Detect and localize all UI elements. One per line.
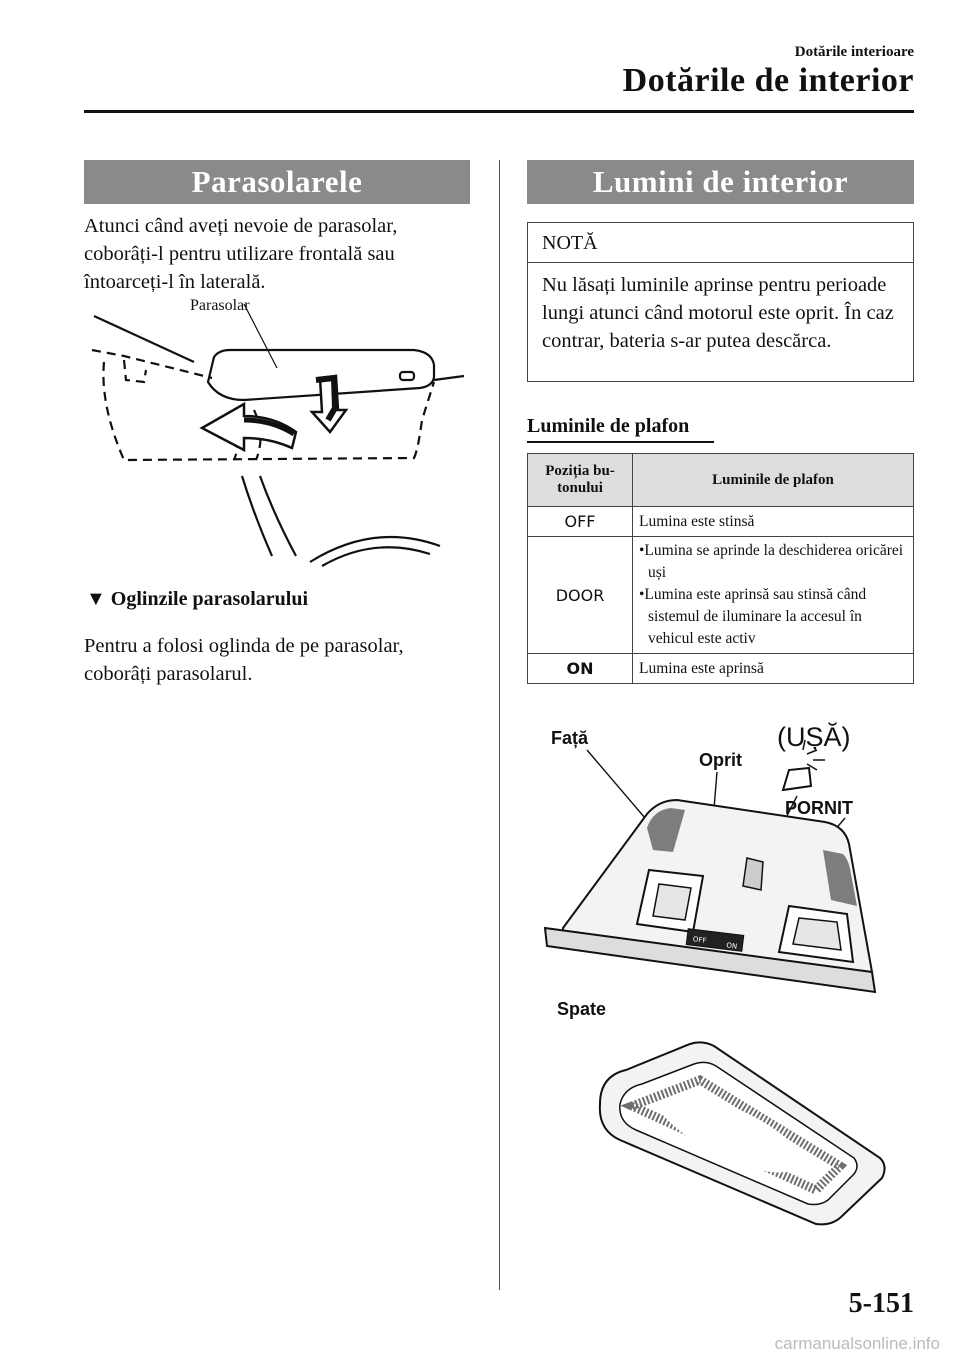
switch-on-label: ON bbox=[725, 941, 738, 951]
overhead-console-diagram bbox=[527, 710, 914, 1030]
section-banner-sun-visors: Parasolarele bbox=[84, 160, 470, 204]
overhead-lights-table bbox=[527, 453, 914, 684]
note-text: Nu lăsați luminile aprinse pentru perioade lungi atunci când motorul este oprit. În caz contrar, bateria s-ar putea descărca. bbox=[542, 274, 894, 352]
column-divider bbox=[499, 160, 500, 1290]
column-header-position: Poziția bu- tonului bbox=[528, 454, 633, 507]
visor-leader-line bbox=[244, 304, 277, 368]
pillar-line-2 bbox=[260, 476, 296, 556]
sun-visor-illustration bbox=[84, 300, 476, 568]
label-off: Oprit bbox=[699, 750, 742, 770]
pillar-line-1 bbox=[242, 476, 272, 556]
table-header-row bbox=[528, 454, 914, 507]
position-off: OFF bbox=[528, 507, 633, 537]
note-heading: NOTĂ bbox=[528, 223, 913, 263]
steering-wheel-arc-inner bbox=[322, 547, 430, 566]
table-row bbox=[528, 537, 914, 654]
table-row bbox=[528, 507, 914, 537]
overhead-lights-title: Luminile de plafon bbox=[527, 415, 690, 437]
page-number: 5-151 bbox=[848, 1288, 914, 1319]
label-door: (UȘĂ) bbox=[777, 722, 851, 752]
note-box bbox=[527, 222, 914, 382]
console-body bbox=[545, 800, 875, 992]
mirror-heading-text: Oglinzile parasolarului bbox=[110, 588, 309, 610]
table-row bbox=[528, 654, 914, 684]
row-door-desc bbox=[633, 537, 914, 654]
windshield-edge-line bbox=[94, 316, 194, 362]
column-header-lights: Luminile de plafon bbox=[633, 454, 914, 507]
visor-clip bbox=[400, 372, 414, 380]
roof-edge-line bbox=[434, 376, 464, 380]
row-on-desc: Lumina este aprinsă bbox=[633, 654, 914, 684]
mirror-heading bbox=[86, 588, 308, 611]
section-underline bbox=[527, 441, 714, 443]
label-on: PORNIT bbox=[785, 798, 854, 818]
sun-visor-figure-label: Parasolar bbox=[190, 297, 250, 314]
chapter-subtitle: Dotările interioare bbox=[794, 44, 914, 60]
mirror-text: Pentru a folosi oglinda de pe parasolar, coborâți parasolarul. bbox=[84, 635, 404, 685]
switch-off-label: OFF bbox=[692, 935, 707, 945]
steering-wheel-arc bbox=[310, 537, 440, 562]
section-banner-interior-lights: Lumini de interior bbox=[527, 160, 914, 204]
chapter-title: Dotările de interior bbox=[622, 62, 914, 99]
rear-dome-light-illustration bbox=[590, 1040, 890, 1246]
label-rear: Spate bbox=[557, 999, 607, 1019]
sun-visor-intro: Atunci când aveți nevoie de parasolar, coborâți-l pentru utilizare frontală sau întoarceți-l în laterală. bbox=[84, 215, 398, 293]
label-front: Față bbox=[551, 728, 589, 748]
door-bullet-1: •Lumina se aprinde la deschiderea oricărei uși bbox=[639, 542, 904, 581]
position-on: ON bbox=[528, 654, 633, 684]
visor-down-arrow bbox=[312, 376, 346, 432]
position-door: DOOR bbox=[528, 537, 633, 654]
visor-lowered-outline bbox=[92, 350, 434, 460]
door-bullet-2: •Lumina este aprinsă sau stinsă când sistemul de iluminare la accesul în vehicul este activ bbox=[639, 586, 867, 647]
header-rule bbox=[84, 110, 914, 113]
triangle-marker-icon: ▼ bbox=[86, 588, 106, 610]
watermark: carmanualsonline.info bbox=[774, 1334, 940, 1353]
row-off-desc: Lumina este stinsă bbox=[633, 507, 914, 537]
